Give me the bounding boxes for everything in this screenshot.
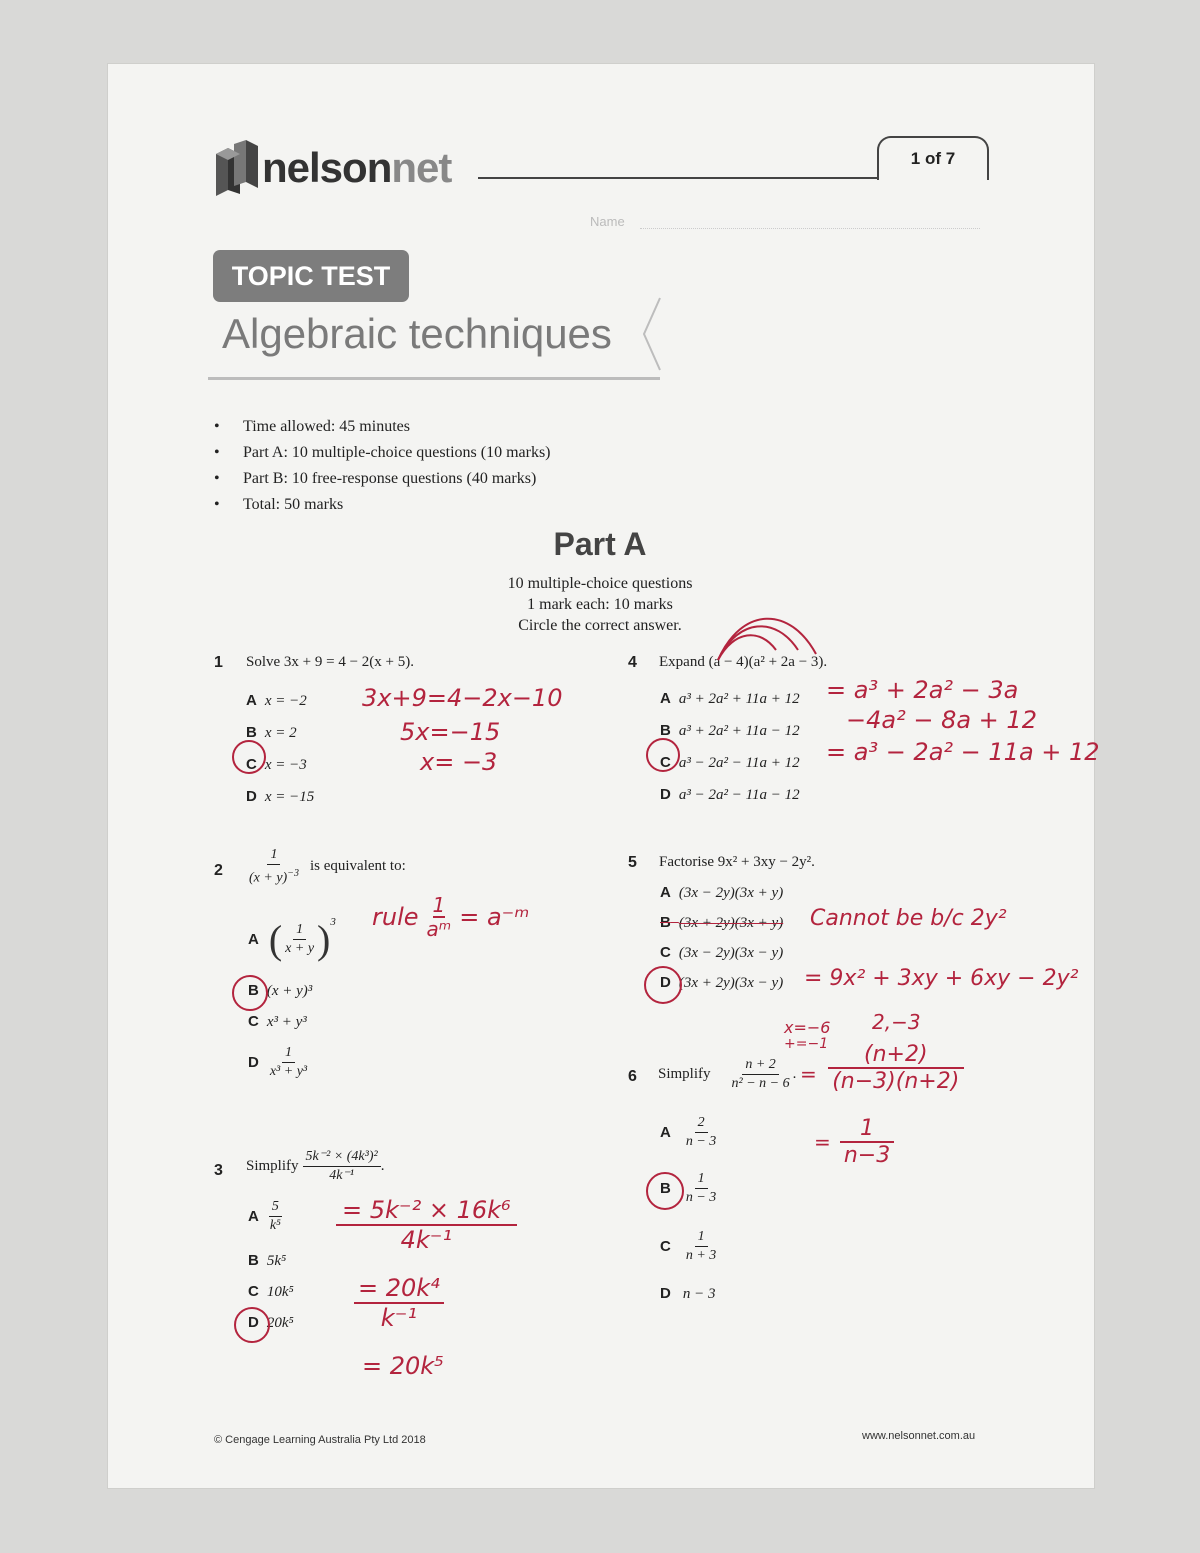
logo-text: nelson <box>262 144 392 191</box>
option-text: (3x − 2y)(3x − y) <box>678 945 784 961</box>
fraction-denominator: 4k⁻¹ <box>329 1168 355 1183</box>
title-chevron-icon <box>640 296 664 372</box>
option-letter: D <box>660 1285 671 1302</box>
q4-answer-circle <box>646 738 680 772</box>
name-label: Name <box>590 214 625 229</box>
q4-stem: Expand (a − 4)(a² + 2a − 3). <box>659 654 828 670</box>
fraction-denominator: (x + y) <box>249 870 288 886</box>
option-letter: D <box>248 1054 259 1071</box>
q5-answer-circle <box>644 966 682 1004</box>
footer-copyright: © Cengage Learning Australia Pty Ltd 2018 <box>214 1434 426 1446</box>
q5-option-c[interactable] <box>660 944 783 962</box>
name-line <box>640 228 980 229</box>
option-letter: B <box>660 722 671 739</box>
q6-option-c[interactable] <box>660 1228 719 1265</box>
q1-work-line2: 5x=−15 <box>400 718 501 746</box>
option-text: (3x + 2y)(3x − y) <box>678 975 784 991</box>
info-item: • Total: 50 marks <box>214 492 551 518</box>
q2-work-rhs: = a⁻ᵐ <box>459 903 530 931</box>
option-text: 20k⁵ <box>266 1315 294 1331</box>
q3-work-step1 <box>336 1196 517 1254</box>
q1-number: 1 <box>214 654 223 671</box>
q2-option-a[interactable]: A ( $\frac{1}{x + y}$ ) $^3$ <box>248 916 336 962</box>
option-text: a³ + 2a² + 11a + 12 <box>678 691 800 707</box>
fraction-denominator: n + 3 <box>685 1248 717 1263</box>
option-letter: B <box>248 1252 259 1269</box>
option-text: x = −3 <box>264 757 307 773</box>
fraction-numerator: n + 2 <box>742 1056 778 1075</box>
option-letter: A <box>660 884 671 901</box>
topic-test-badge: TOPIC TEST <box>213 250 409 302</box>
option-text: a³ + 2a² + 11a − 12 <box>678 723 800 739</box>
q5-work-d: = 9x² + 3xy + 6xy − 2y² <box>804 966 1079 991</box>
option-text: 10k⁵ <box>266 1284 294 1300</box>
q4-options <box>660 683 800 811</box>
q1-answer-circle <box>232 740 266 774</box>
q6-work-eq1: = <box>800 1062 817 1086</box>
q2-stem-tail: is equivalent to: <box>309 858 406 875</box>
fraction-numerator: 1 <box>293 921 306 940</box>
q2-option-c[interactable] <box>248 1013 307 1031</box>
q3-option-a[interactable] <box>248 1198 284 1235</box>
option-text: n − 3 <box>682 1286 716 1302</box>
q2-option-d[interactable] <box>248 1044 310 1081</box>
option-fraction <box>683 1114 719 1151</box>
fraction-numerator: 5 <box>269 1198 282 1217</box>
option-letter: D <box>248 1314 259 1331</box>
fraction-denominator: n − 3 <box>685 1134 717 1149</box>
title-rule <box>208 377 660 380</box>
option-letter: C <box>660 944 671 961</box>
q3-stem-text: Simplify <box>246 1158 299 1174</box>
work-denominator: 4k⁻¹ <box>400 1226 453 1254</box>
q1-option-d[interactable] <box>246 781 314 813</box>
q6-number: 6 <box>628 1068 637 1085</box>
q3-option-c[interactable] <box>248 1283 294 1301</box>
q6-stem: Simplify $\frac{n + 2}{\text{n² − n − 6}}$ . <box>658 1057 797 1091</box>
work-denominator: (n−3)(n+2) <box>832 1069 960 1094</box>
fraction-denominator: n − 3 <box>685 1190 717 1205</box>
q5-option-b[interactable] <box>660 914 783 932</box>
work-numerator: 1 <box>840 1116 894 1143</box>
fraction-numerator: 1 <box>695 1170 708 1189</box>
nelsonnet-logo <box>214 140 451 196</box>
q5-number: 5 <box>628 854 637 871</box>
fraction-denominator: x + y <box>285 941 315 956</box>
option-text: a³ − 2a² − 11a − 12 <box>678 787 800 803</box>
q5-work-b: Cannot be b/c 2y² <box>810 906 1007 931</box>
option-fraction <box>267 1198 284 1235</box>
work-denominator: k⁻¹ <box>380 1304 417 1332</box>
q6-option-a[interactable] <box>660 1114 719 1151</box>
work-numerator: (n+2) <box>828 1042 964 1069</box>
q6-option-d[interactable] <box>660 1285 715 1303</box>
option-text: x³ + y³ <box>266 1014 307 1030</box>
q3-stem: Simplify $\frac{\text{5k⁻² × (4k³)²}}{\text{4k⁻¹}}$ . <box>246 1149 385 1183</box>
q2-answer-circle <box>232 975 268 1011</box>
part-a-title: Part A <box>553 526 647 562</box>
q4-option-c[interactable] <box>660 747 800 779</box>
q1-option-a[interactable] <box>246 685 314 717</box>
option-letter: A <box>248 1208 259 1225</box>
option-letter: A <box>246 692 257 709</box>
option-letter: D <box>246 788 257 805</box>
info-item: • Time allowed: 45 minutes <box>214 414 551 440</box>
logo-text-net: net <box>391 144 452 191</box>
q4-work-line1: = a³ + 2a² − 3a <box>826 676 1019 704</box>
info-item: • Part A: 10 multiple-choice questions (10 marks) <box>214 440 551 466</box>
option-letter: B <box>660 914 671 931</box>
q5-option-a[interactable] <box>660 884 783 902</box>
q1-work-line1: 3x+9=4−2x−10 <box>362 684 563 712</box>
option-letter: C <box>246 756 257 773</box>
q1-stem: Solve 3x + 9 = 4 − 2(x + 5). <box>246 654 414 670</box>
q4-number: 4 <box>628 654 637 671</box>
page-indicator: 1 of 7 <box>877 136 989 180</box>
option-text: a³ − 2a² − 11a + 12 <box>678 755 800 771</box>
option-fraction <box>267 1044 310 1081</box>
option-letter: A <box>660 690 671 707</box>
fraction-numerator: 1 <box>695 1228 708 1247</box>
option-fraction <box>683 1228 719 1265</box>
option-text: x = 2 <box>264 725 297 741</box>
q6-stem-fraction <box>729 1056 793 1093</box>
q6-work-note3: 2,−3 <box>872 1010 921 1034</box>
q3-work-step3: = 20k⁵ <box>362 1352 444 1380</box>
fraction-denominator: n² − n − 6 <box>731 1076 790 1091</box>
topic-title: Algebraic techniques <box>222 310 612 357</box>
option-letter: C <box>248 1283 259 1300</box>
q1-work-line3: x= −3 <box>420 748 498 776</box>
option-text: (3x − 2y)(3x + y) <box>678 885 784 901</box>
option-letter: C <box>660 1238 671 1255</box>
q2-work-fraction <box>427 894 452 940</box>
header-rule <box>478 177 878 179</box>
q4-option-a[interactable] <box>660 683 800 715</box>
q4-option-d[interactable] <box>660 779 800 811</box>
fraction-numerator: 2 <box>695 1114 708 1133</box>
option-text: (3x + 2y)(3x + y) <box>678 915 784 931</box>
test-info-list <box>214 414 551 518</box>
option-letter: B <box>248 982 259 999</box>
q3-stem-fraction <box>303 1148 381 1185</box>
fraction-numerator: 1 <box>267 846 280 865</box>
option-text: x = −15 <box>264 789 315 805</box>
part-a-sub2: 1 mark each: 10 marks <box>527 596 673 613</box>
option-text: x = −2 <box>264 693 307 709</box>
option-letter: D <box>660 974 671 991</box>
option-letter: C <box>248 1013 259 1030</box>
q6-work-note1: x=−6 <box>784 1018 831 1037</box>
fraction-numerator: 1 <box>282 1044 295 1063</box>
q6-work-eq2: = <box>814 1130 831 1154</box>
q3-answer-circle <box>234 1307 270 1343</box>
option-fraction <box>282 921 317 958</box>
q4-expand-arcs <box>712 610 842 662</box>
option-letter: A <box>660 1124 671 1141</box>
work-numerator: = 20k⁴ <box>354 1274 444 1304</box>
q4-option-b[interactable] <box>660 715 800 747</box>
part-a-sub1: 10 multiple-choice questions <box>507 575 693 592</box>
fraction-exponent: −3 <box>287 868 299 879</box>
option-text: (x + y)³ <box>266 983 313 999</box>
option-fraction <box>683 1170 719 1207</box>
q3-work-step2 <box>354 1274 444 1332</box>
option-exponent: 3 <box>330 916 336 928</box>
work-denominator: aᵐ <box>426 917 452 941</box>
option-text: 5k⁵ <box>266 1253 287 1269</box>
q2-stem-fraction <box>246 846 302 888</box>
option-letter: C <box>660 754 671 771</box>
footer-url[interactable]: www.nelsonnet.com.au <box>862 1430 976 1442</box>
q2-work <box>372 894 529 940</box>
fraction-numerator: 5k⁻² × (4k³)² <box>303 1148 381 1167</box>
q3-option-b[interactable] <box>248 1252 286 1270</box>
q5-stem: Factorise 9x² + 3xy − 2y². <box>659 854 815 870</box>
q2-number: 2 <box>214 862 223 879</box>
work-numerator: = 5k⁻² × 16k⁶ <box>336 1196 517 1226</box>
option-letter: A <box>248 931 259 948</box>
q4-work-line2: −4a² − 8a + 12 <box>846 706 1037 734</box>
q6-work-step1 <box>828 1042 964 1094</box>
q6-work-note2: +=−1 <box>784 1036 829 1052</box>
option-letter: B <box>246 724 257 741</box>
q2-work-rule: rule <box>372 903 419 931</box>
fraction-denominator: k⁵ <box>269 1218 281 1233</box>
q3-number: 3 <box>214 1162 223 1179</box>
logo-mark-icon <box>214 140 258 196</box>
option-letter: B <box>660 1180 671 1197</box>
fraction-denominator: x³ + y³ <box>269 1064 308 1079</box>
option-letter: D <box>660 786 671 803</box>
work-numerator: 1 <box>432 893 446 917</box>
info-item: • Part B: 10 free-response questions (40 marks) <box>214 466 551 492</box>
q4-work-line3: = a³ − 2a² − 11a + 12 <box>826 738 1100 766</box>
q6-stem-text: Simplify <box>658 1066 711 1082</box>
q6-answer-circle <box>646 1172 684 1210</box>
q2-stem <box>246 846 406 888</box>
work-denominator: n−3 <box>843 1143 891 1168</box>
q6-work-step2 <box>840 1116 894 1168</box>
part-a-sub3: Circle the correct answer. <box>518 617 682 634</box>
